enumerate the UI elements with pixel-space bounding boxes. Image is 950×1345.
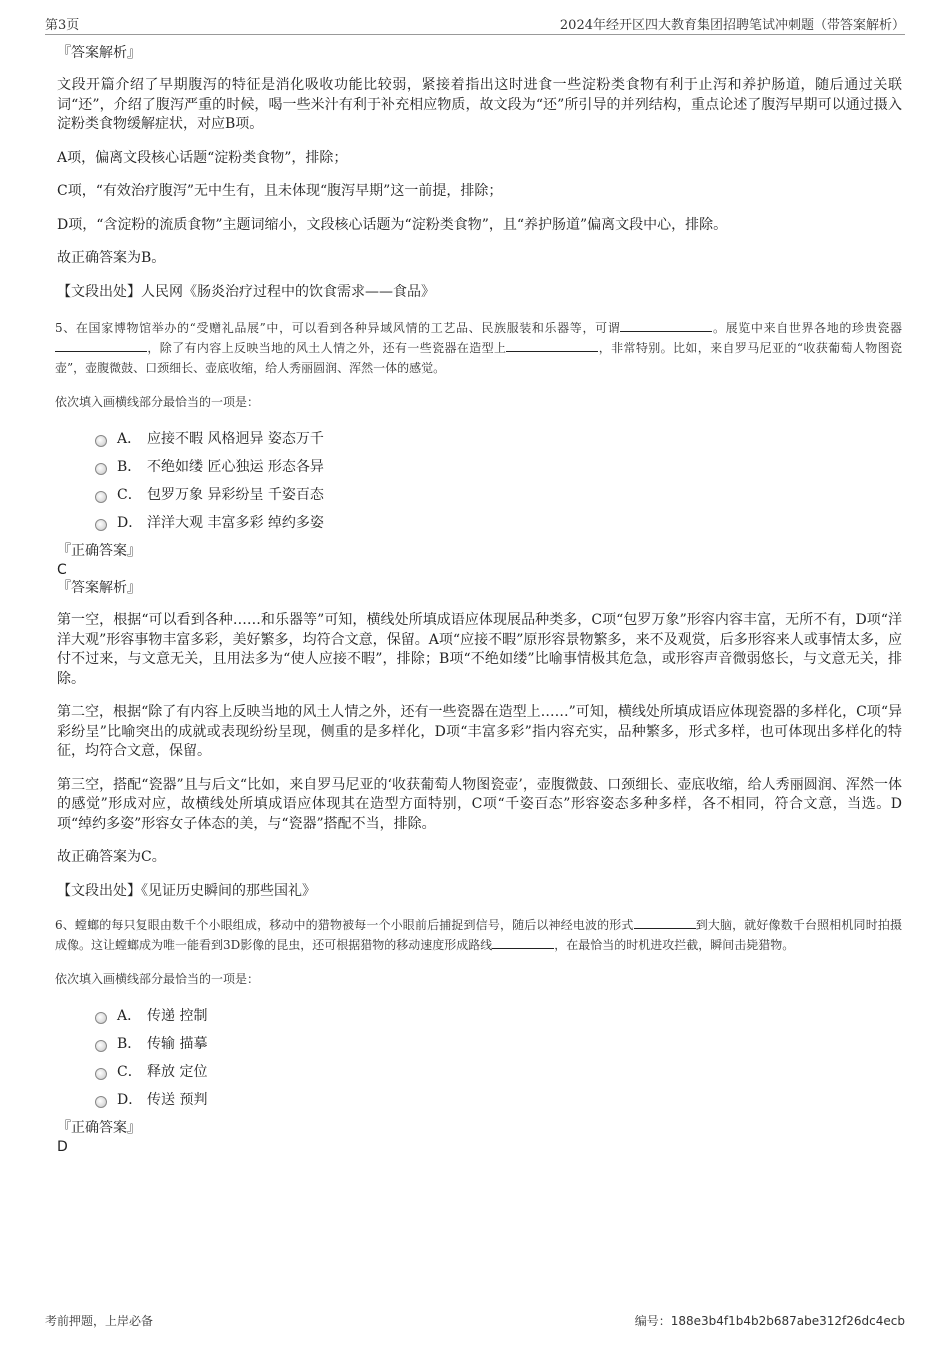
- q6-option-d[interactable]: D． 传送 预判: [95, 1085, 902, 1113]
- radio-button[interactable]: [95, 463, 107, 475]
- q6-option-a[interactable]: A． 传递 控制: [95, 1001, 902, 1029]
- footer-slogan: 考前押题，上岸必备: [45, 1314, 154, 1328]
- q6-option-b[interactable]: B． 传输 描摹: [95, 1029, 902, 1057]
- blank-line: [55, 339, 147, 352]
- q4-analysis-p2: A项，偏离文段核心话题“淀粉类食物”，排除；: [57, 149, 348, 166]
- q5-conclusion: 故正确答案为C。: [57, 849, 166, 865]
- code-value: 188e3b4f1b4b2b687abe312f26dc4ecb: [670, 1314, 905, 1328]
- q6-prompt: 依次填入画横线部分最恰当的一项是：: [55, 972, 260, 986]
- blank-line: [492, 936, 554, 949]
- blank-line: [506, 339, 598, 352]
- radio-button[interactable]: [95, 491, 107, 503]
- blank-line: [634, 916, 696, 929]
- q6-options: [95, 1001, 902, 1113]
- code-label: 编号：: [634, 1314, 671, 1328]
- q4-conclusion: 故正确答案为B。: [57, 250, 166, 266]
- q5-analysis-p1: 第一空，根据“可以看到各种……和乐器等”可知，横线处所填成语应体现展品种类多，C项“包罗万象”形容内容丰富，无所不有，D项“洋洋大观”形容事物丰富多彩，美好繁多，均符合文意，保留。A项“应接不暇”原形容景物繁多，来不及观赏，后多形容来人或事情太多，应付不过来，与文意无关，且用法多为“使人应接不暇”，排除；B项“不绝如缕”比喻事情极其危急，或形容声音微弱悠长，与文意无关，排除。: [57, 612, 902, 687]
- radio-button[interactable]: [95, 1096, 107, 1108]
- q5-source: 【文段出处】《见证历史瞬间的那些国礼》: [57, 882, 316, 899]
- page-header: [45, 12, 905, 35]
- q5-options: [95, 424, 902, 536]
- q6-option-c[interactable]: C． 释放 定位: [95, 1057, 902, 1085]
- q5-prompt: 依次填入画横线部分最恰当的一项是：: [55, 395, 260, 409]
- document-title: 2024年经开区四大教育集团招聘笔试冲刺题（带答案解析）: [559, 18, 905, 33]
- q5-analysis-p3: 第三空，搭配“瓷器”且与后文“比如，来自罗马尼亚的‘收获葡萄人物图瓷壶’，壶腹微鼓、口颈细长、壶底收缩，给人秀丽圆润、浑然一体的感觉”形成对应，故横线处所填成语应体现其在造型方面特别，C项“千姿百态”形容姿态多种多样，各不相同，符合文意，当选。D项“绰约多姿”形容女子体态的美，与“瓷器”搭配不当，排除。: [57, 776, 902, 832]
- page-content: [55, 44, 902, 1156]
- radio-button[interactable]: [95, 1040, 107, 1052]
- radio-button[interactable]: [95, 1012, 107, 1024]
- q4-analysis-p4: D项，“含淀粉的流质食物”主题词缩小，文段核心话题为“淀粉类食物”，且“养护肠道”偏离文段中心，排除。: [57, 216, 728, 233]
- q6-answer-label: 『正确答案』: [57, 1120, 141, 1136]
- q4-analysis-p3: C项，“有效治疗腹泻”无中生有，且未体现“腹泻早期”这一前提，排除；: [57, 183, 503, 199]
- q5-stem: 5、在国家博物馆举办的“受赠礼品展”中，可以看到各种异域风情的工艺品、民族服装和乐器等，可谓 。展览中来自世界各地的珍贵瓷器，除了有内容上反映当地的风土人情之外，还有一些瓷器在造型上 ，非常特别。比如，来自罗马尼亚的“收获葡萄人物图瓷壶”，壶腹微鼓、口颈细长、壶底收缩，给人秀丽圆润、浑然一体的感觉。: [55, 321, 902, 375]
- radio-button[interactable]: [95, 435, 107, 447]
- q5-analysis-p2: 第二空，根据“除了有内容上反映当地的风土人情之外，还有一些瓷器在造型上……”可知，横线处所填成语应体现瓷器的多样化，C项“异彩纷呈”比喻突出的成就或表现纷纷呈现，侧重的是多样化，D项“丰富多彩”指内容充实，品种繁多，形式多样，也可体现出多样化的特征，均符合文意，保留。: [57, 704, 902, 759]
- radio-button[interactable]: [95, 519, 107, 531]
- q6-answer: D: [57, 1139, 68, 1155]
- q6-stem: 6、螳螂的每只复眼由数千个小眼组成，移动中的猎物被每一个小眼前后捕捉到信号，随后以神经电波的形式 到大脑，就好像数千台照相机同时拍摄成像。这让螳螂成为唯一能看到3D影像的昆虫，还可根据猎物的移动速度形成路线 ，在最恰当的时机进攻拦截，瞬间击毙猎物。: [55, 918, 902, 952]
- q4-analysis-label: 『答案解析』: [57, 45, 141, 61]
- q5-option-c[interactable]: C． 包罗万象 异彩纷呈 千姿百态: [95, 480, 902, 508]
- page-number: 第3页: [45, 18, 80, 33]
- blank-line: [620, 319, 712, 332]
- document-code: [635, 1312, 905, 1329]
- q5-option-d[interactable]: D． 洋洋大观 丰富多彩 绰约多姿: [95, 508, 902, 536]
- q5-analysis-label: 『答案解析』: [57, 580, 141, 596]
- q5-option-a[interactable]: A． 应接不暇 风格迥异 姿态万千: [95, 424, 902, 452]
- q4-analysis-p1: 文段开篇介绍了早期腹泻的特征是消化吸收功能比较弱，紧接着指出这时进食一些淀粉类食物有利于止泻和养护肠道，随后通过关联词“还”，介绍了腹泻严重的时候，喝一些米汁有利于补充相应物质，故文段为“还”所引导的并列结构，重点论述了腹泻早期可以通过摄入淀粉类食物缓解症状，对应B项。: [57, 77, 902, 132]
- q5-answer-label: 『正确答案』: [57, 543, 141, 559]
- q5-answer: C: [57, 562, 67, 578]
- radio-button[interactable]: [95, 1068, 107, 1080]
- q5-option-b[interactable]: B． 不绝如缕 匠心独运 形态各异: [95, 452, 902, 480]
- q4-source: 【文段出处】人民网《肠炎治疗过程中的饮食需求——食品》: [57, 283, 435, 300]
